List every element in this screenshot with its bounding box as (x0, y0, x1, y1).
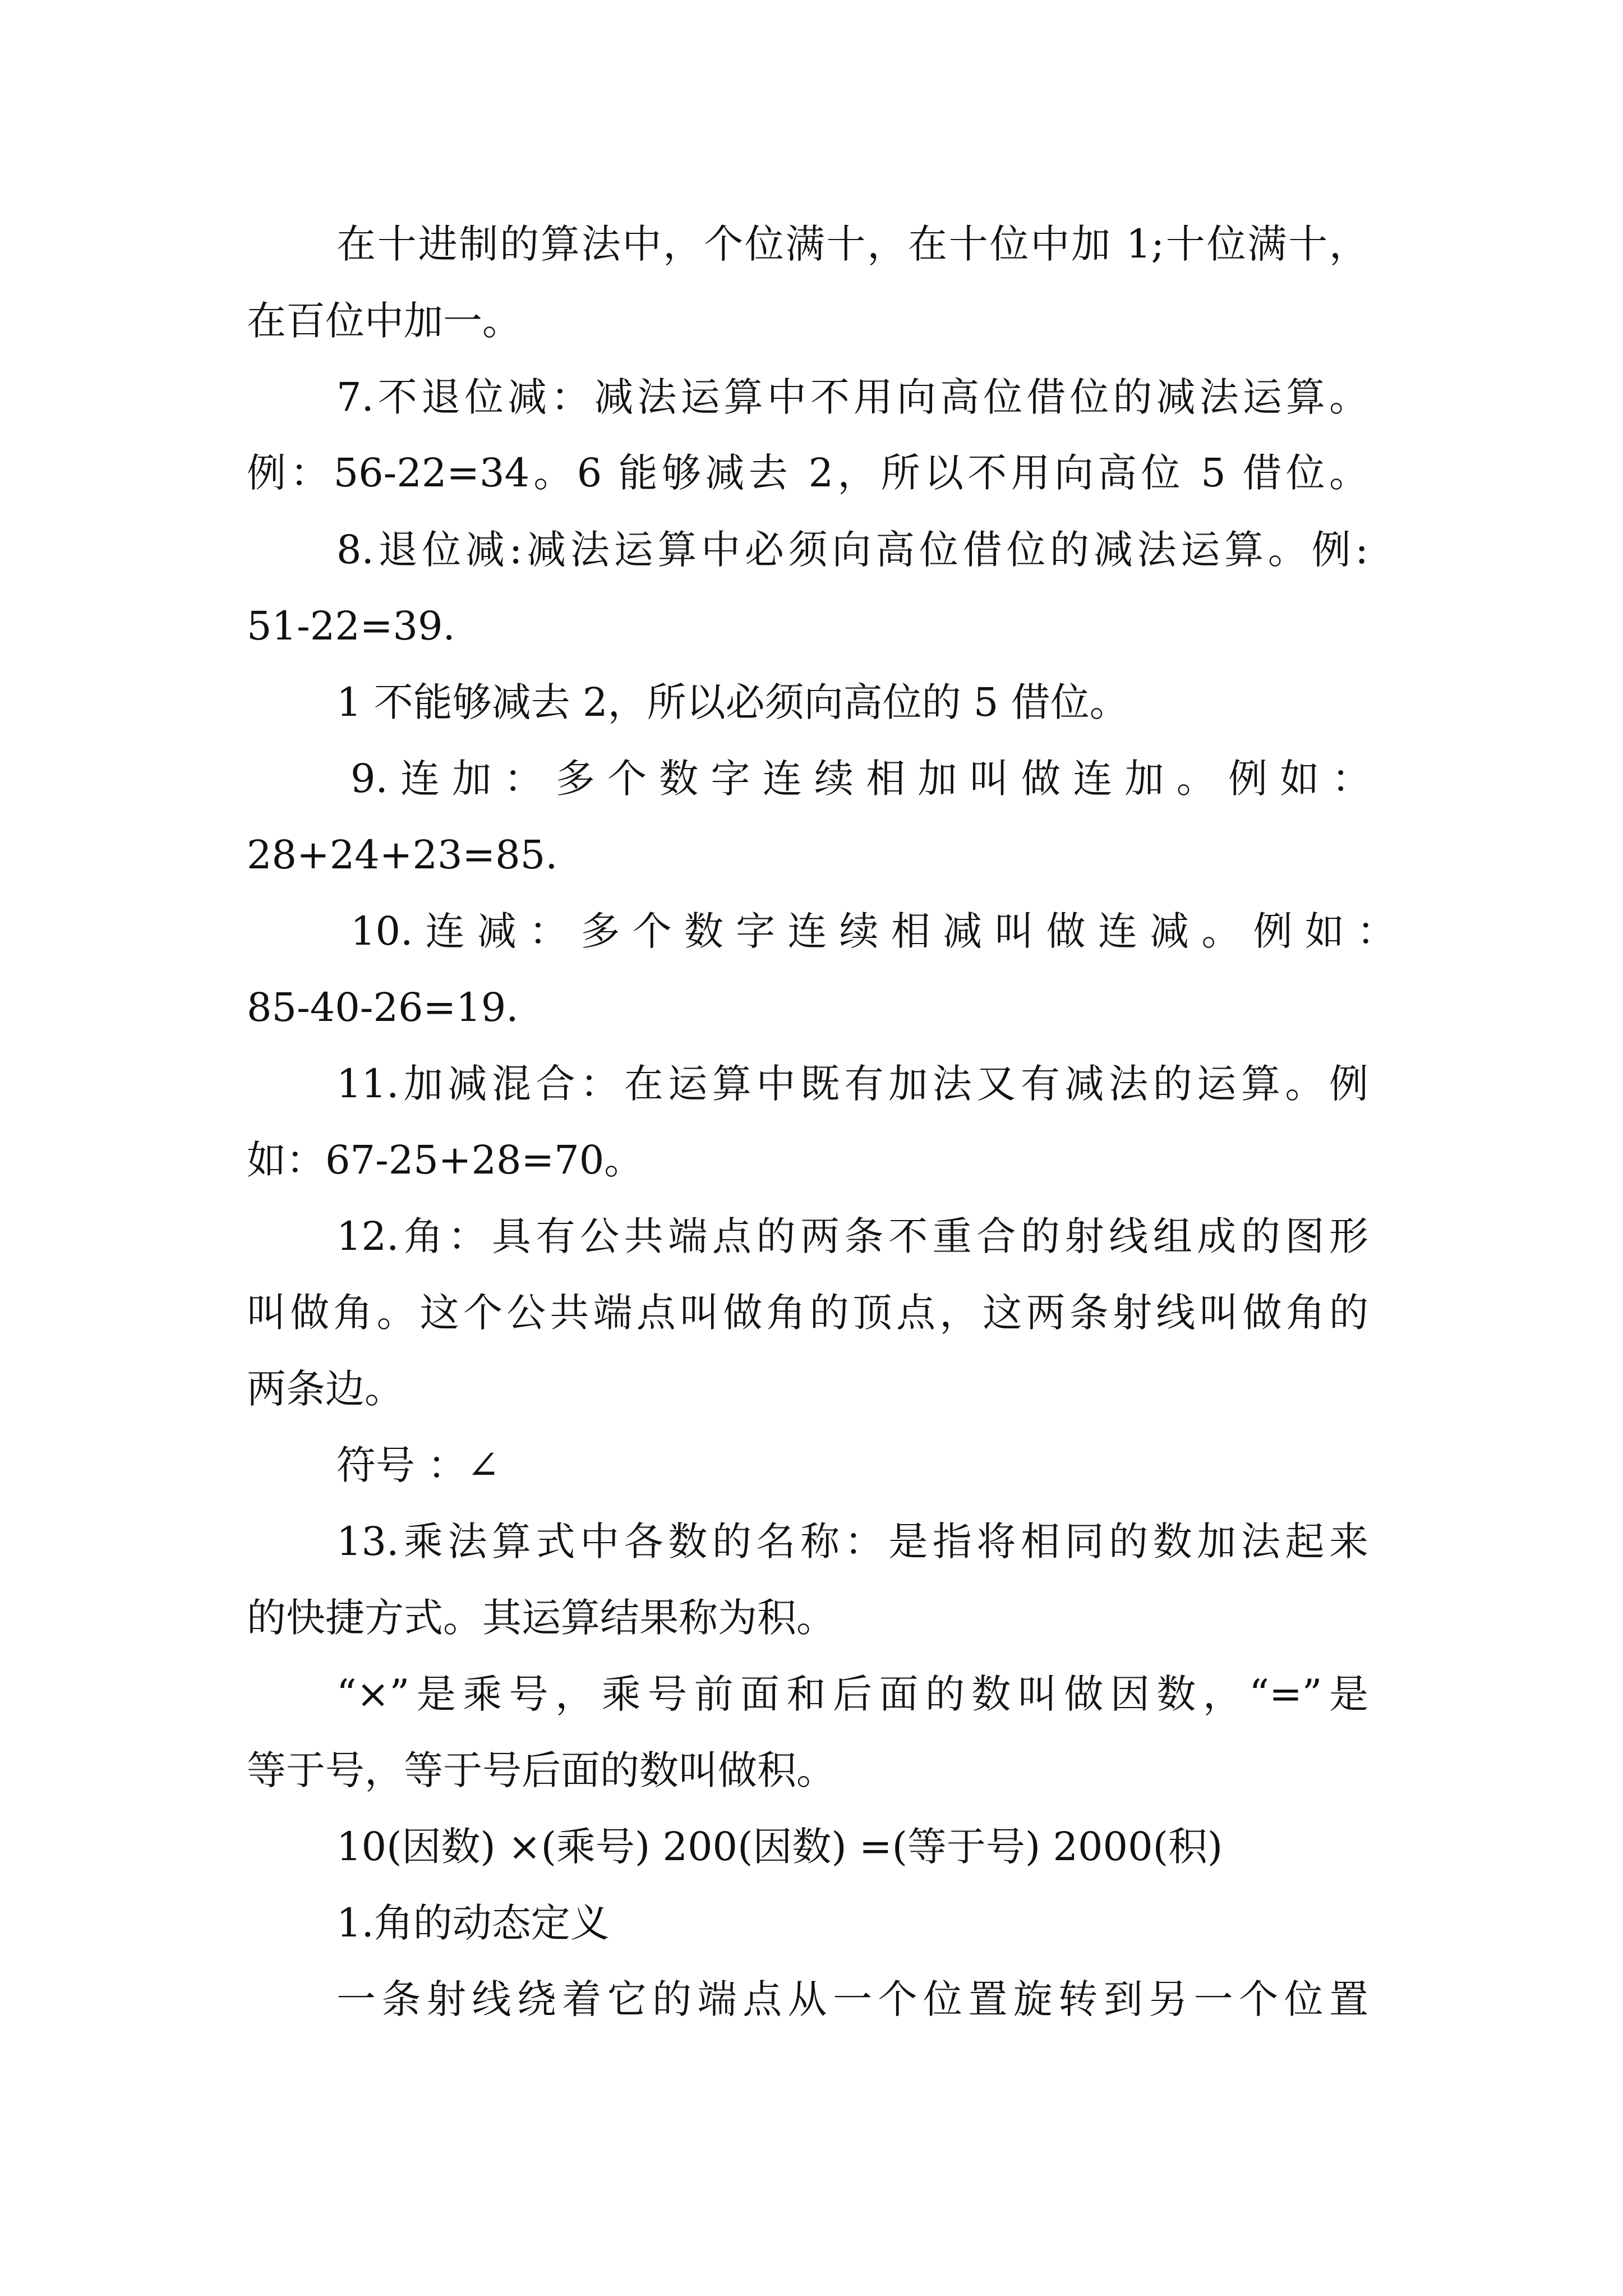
text-line-23: 1.角的动态定义 (336, 1900, 610, 1946)
text-line-15: 叫做角。这个公共端点叫做角的顶点，这两条射线叫做角的 (247, 1290, 1368, 1336)
text-line-10: 10. 连 减 ： 多 个 数 字 连 续 相 减 叫 做 连 减 。 例 如 ： (351, 908, 1396, 954)
text-line-20: “×”是乘号，乘号前面和后面的数叫做因数，“=”是 (336, 1671, 1368, 1717)
text-line-3: 7.不退位减：减法运算中不用向高位借位的减法运算。 (336, 374, 1368, 420)
text-line-8: 9. 连 加 ： 多 个 数 字 连 续 相 加 叫 做 连 加 。 例 如 ： (351, 756, 1371, 802)
text-line-13: 如：67-25+28=70。 (247, 1137, 644, 1183)
text-line-19: 的快捷方式。其运算结果称为积。 (247, 1595, 836, 1641)
text-line-5: 8.退位减:减法运算中必须向高位借位的减法运算。例: (336, 527, 1368, 573)
text-line-18: 13.乘法算式中各数的名称：是指将相同的数加法起来 (336, 1519, 1368, 1565)
text-line-2: 在百位中加一。 (247, 298, 522, 344)
text-line-21: 等于号，等于号后面的数叫做积。 (247, 1747, 836, 1793)
text-line-14: 12.角：具有公共端点的两条不重合的射线组成的图形 (336, 1213, 1368, 1259)
text-line-6: 51-22=39. (247, 603, 455, 649)
text-line-12: 11.加减混合：在运算中既有加法又有减法的运算。例 (336, 1061, 1368, 1107)
text-line-17: 符号 ：∠ (336, 1442, 500, 1488)
text-line-1: 在十进制的算法中，个位满十，在十位中加 1;十位满十， (336, 221, 1368, 267)
text-line-22: 10(因数) ×(乘号) 200(因数) =(等于号) 2000(积) (336, 1824, 1223, 1870)
text-line-4: 例：56-22=34。6 能够减去 2，所以不用向高位 5 借位。 (247, 450, 1368, 496)
text-line-9: 28+24+23=85. (247, 832, 558, 878)
text-line-24: 一条射线绕着它的端点从一个位置旋转到另一个位置 (336, 1976, 1368, 2022)
text-line-7: 1 不能够减去 2，所以必须向高位的 5 借位。 (336, 679, 1129, 725)
text-line-11: 85-40-26=19. (247, 984, 519, 1030)
text-line-16: 两条边。 (247, 1366, 404, 1412)
